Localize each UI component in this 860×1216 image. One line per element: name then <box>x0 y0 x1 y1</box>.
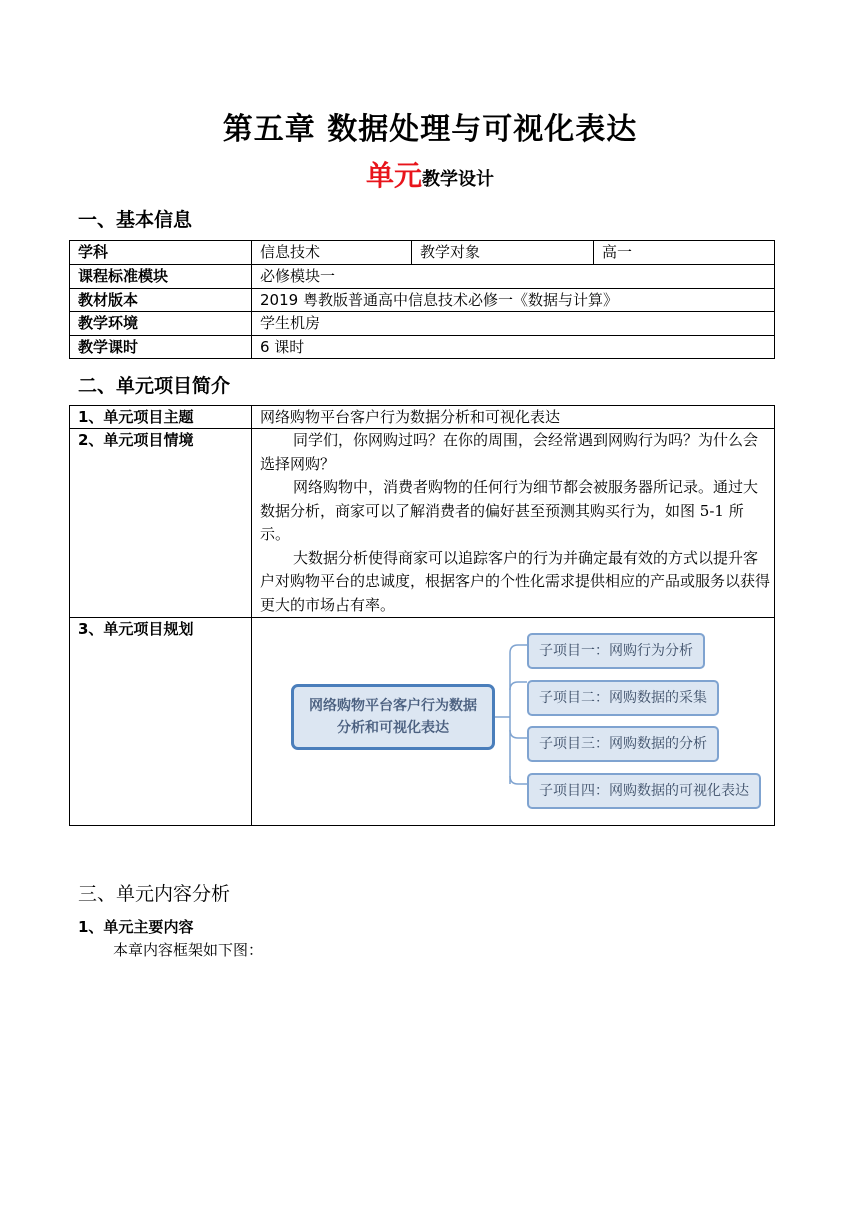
section1-heading: 一、基本信息 <box>78 209 193 231</box>
scenario-text <box>252 429 775 618</box>
table-row <box>70 618 775 826</box>
row-label: 教材版本 <box>70 289 252 312</box>
project-intro-table <box>69 405 775 826</box>
scenario-paragraph: 大数据分析使得商家可以追踪客户的行为并确定最有效的方式以提升客户对购物平台的忠诚度，根据客户的个性化需求提供相应的产品或服务以获得更大的市场占有率。 <box>260 548 771 614</box>
table-row <box>70 429 775 618</box>
row-label: 教学对象 <box>412 241 594 265</box>
section3-heading: 三、单元内容分析 <box>78 883 231 905</box>
table-row <box>70 289 775 312</box>
table-row <box>70 406 775 429</box>
section3-subheading: 1、单元主要内容 <box>78 918 194 936</box>
row-value: 必修模块一 <box>252 265 775 289</box>
plan-diagram <box>252 618 772 820</box>
basic-info-table <box>69 240 775 359</box>
plan-diagram-cell <box>252 618 775 826</box>
subproject-box: 子项目一：网购行为分析 <box>527 633 705 669</box>
table-row <box>70 312 775 336</box>
subtitle-rest: 教学设计 <box>422 169 494 190</box>
row-value: 2019 粤教版普通高中信息技术必修一《数据与计算》 <box>252 289 775 312</box>
table-row <box>70 265 775 289</box>
page-title: 第五章 数据处理与可视化表达 <box>222 112 638 147</box>
theme-label: 1、单元项目主题 <box>70 406 252 429</box>
scenario-label: 2、单元项目情境 <box>70 429 252 618</box>
main-project-box: 网络购物平台客户行为数据分析和可视化表达 <box>291 684 495 750</box>
section2-heading: 二、单元项目简介 <box>78 375 231 397</box>
row-value: 学生机房 <box>252 312 775 336</box>
table-row <box>70 241 775 265</box>
row-label: 教学环境 <box>70 312 252 336</box>
row-label: 学科 <box>70 241 252 265</box>
theme-value: 网络购物平台客户行为数据分析和可视化表达 <box>252 406 775 429</box>
table-row <box>70 336 775 359</box>
subproject-box: 子项目二：网购数据的采集 <box>527 680 719 716</box>
row-label: 教学课时 <box>70 336 252 359</box>
row-value: 6 课时 <box>252 336 775 359</box>
subproject-box: 子项目三：网购数据的分析 <box>527 726 719 762</box>
subtitle-red: 单元 <box>365 159 422 192</box>
row-label: 课程标准模块 <box>70 265 252 289</box>
row-value: 高一 <box>594 241 775 265</box>
page-subtitle <box>0 154 860 194</box>
row-value: 信息技术 <box>252 241 412 265</box>
plan-label: 3、单元项目规划 <box>70 618 252 826</box>
subproject-box: 子项目四：网购数据的可视化表达 <box>527 773 761 809</box>
section3-paragraph: 本章内容框架如下图： <box>113 941 264 959</box>
scenario-paragraph: 同学们，你网购过吗？在你的周围，会经常遇到网购行为吗？为什么会选择网购？ <box>260 431 759 473</box>
scenario-paragraph: 网络购物中，消费者购物的任何行为细节都会被服务器所记录。通过大数据分析，商家可以了解消费者的偏好甚至预测其购买行为，如图 5-1 所示。 <box>260 478 759 543</box>
